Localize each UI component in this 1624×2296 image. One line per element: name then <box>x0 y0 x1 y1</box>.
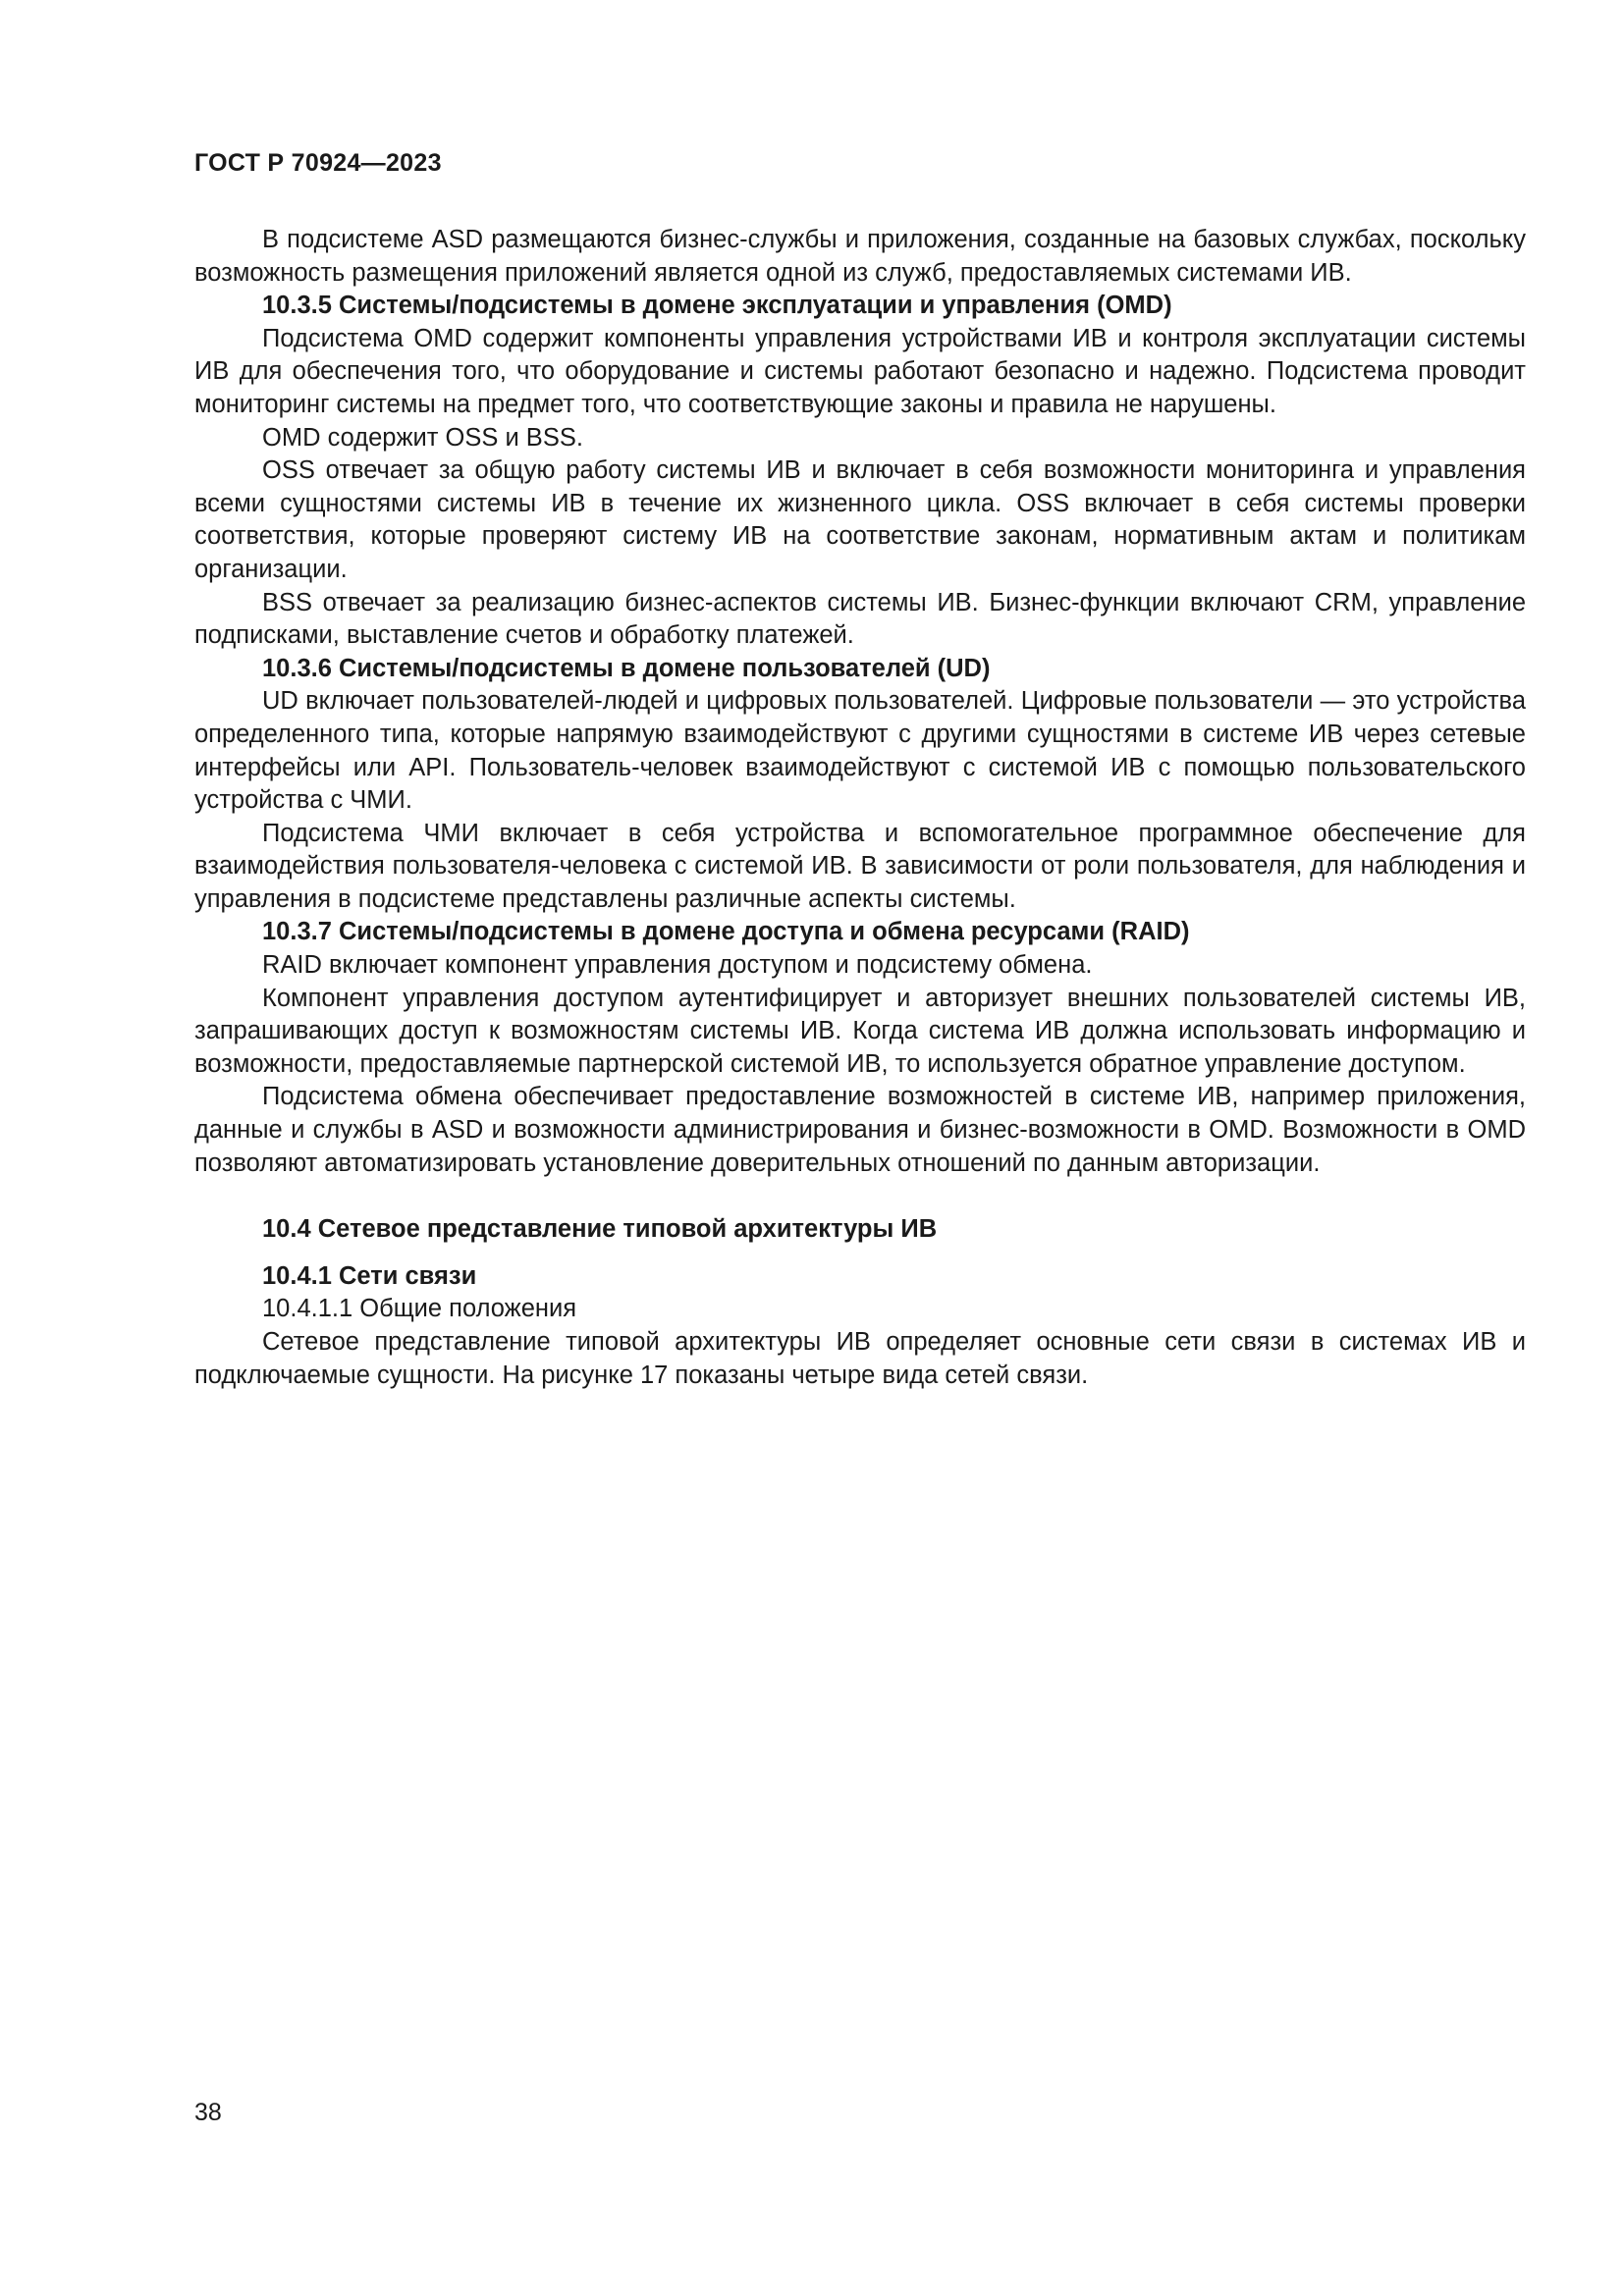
paragraph-raid: RAID включает компонент управления доступом и подсистему обмена. <box>262 951 1093 980</box>
heading-10-3-7: 10.3.7 Системы/подсистемы в домене доступа и обмена ресурсами (RAID) <box>262 918 1190 946</box>
subheading-10-4-1-1: 10.4.1.1 Общие положения <box>262 1295 577 1323</box>
paragraph-oss: OSS отвечает за общую работу системы ИВ и включает в себя возможности мониторинга и управления всеми сущностями системы ИВ в течение их жизненного цикла. OSS включает в себя системы проверки соответствия, которые проверяют систему ИВ на соответствие законам, нормативным актам и политикам организации. <box>194 456 1526 583</box>
heading-10-3-6: 10.3.6 Системы/подсистемы в домене пользователей (UD) <box>262 654 991 682</box>
heading-10-4: 10.4 Сетевое представление типовой архитектуры ИВ <box>262 1215 938 1244</box>
paragraph-exchange: Подсистема обмена обеспечивает предоставление возможностей в системе ИВ, например приложения, данные и службы в ASD и возможности администрирования и бизнес-возможности в OMD. Возможности в OMD позволяют автоматизировать установление доверительных отношений по данным авторизации. <box>194 1083 1526 1177</box>
paragraph-network-view: Сетевое представление типовой архитектуры ИВ определяет основные сети связи в системах ИВ и подключаемые сущности. На рисунке 17 показаны четыре вида сетей связи. <box>194 1328 1526 1389</box>
page-number: 38 <box>194 2099 222 2126</box>
paragraph-omd-components: Подсистема OMD содержит компоненты управления устройствами ИВ и контроля эксплуатации системы ИВ для обеспечения того, что оборудование и системы работают безопасно и надежно. Подсистема проводит мониторинг системы на предмет того, что соответствующие законы и правила не нарушены. <box>194 324 1526 418</box>
paragraph-ud: UD включает пользователей-людей и цифровых пользователей. Цифровые пользователи — это устройства определенного типа, которые напрямую взаимодействуют с другими сущностями в системе ИВ через сетевые интерфейсы или API. Пользователь-человек взаимодействуют с системой ИВ с помощью пользовательского устройства с ЧМИ. <box>194 687 1526 815</box>
heading-10-3-5: 10.3.5 Системы/подсистемы в домене эксплуатации и управления (OMD) <box>262 292 1172 320</box>
heading-10-4-1: 10.4.1 Сети связи <box>262 1261 477 1290</box>
document-body <box>194 224 1526 1392</box>
document-header: ГОСТ Р 70924—2023 <box>194 149 442 177</box>
paragraph-hmi: Подсистема ЧМИ включает в себя устройства и вспомогательное программное обеспечение для взаимодействия пользователя-человека с системой ИВ. В зависимости от роли пользователя, для наблюдения и управления в подсистеме представлены различные аспекты системы. <box>194 819 1526 913</box>
paragraph-bss: BSS отвечает за реализацию бизнес-аспектов системы ИВ. Бизнес-функции включают CRM, управление подписками, выставление счетов и обработку платежей. <box>194 588 1526 650</box>
paragraph-asd: В подсистеме ASD размещаются бизнес-службы и приложения, созданные на базовых службах, поскольку возможность размещения приложений является одной из служб, предоставляемых системами ИВ. <box>194 226 1526 287</box>
paragraph-access-control: Компонент управления доступом аутентифицирует и авторизует внешних пользователей системы ИВ, запрашивающих доступ к возможностям системы ИВ. Когда система ИВ должна использовать информацию и возможности, предоставляемые партнерской системой ИВ, то используется обратное управление доступом. <box>194 984 1526 1078</box>
paragraph-omd-contents: OMD содержит OSS и BSS. <box>262 423 583 452</box>
